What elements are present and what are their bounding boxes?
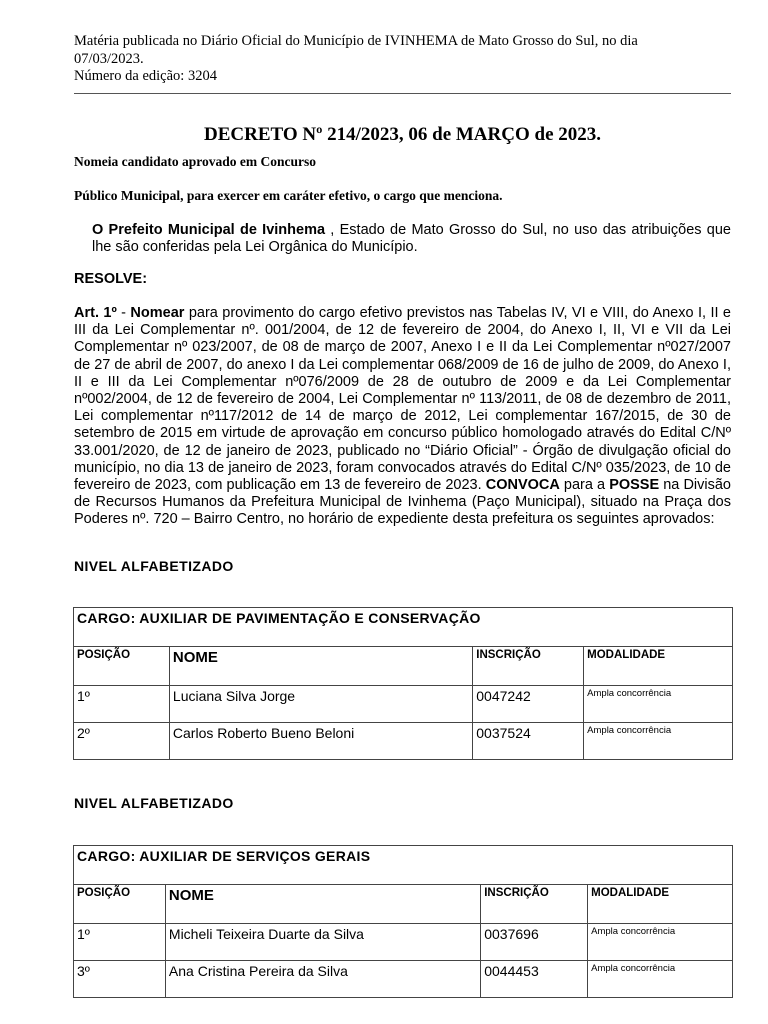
candidates-table	[73, 607, 733, 760]
decree-summary-line1: Nomeia candidato aprovado em Concurso	[74, 154, 317, 169]
cell-name: Luciana Silva Jorge	[169, 686, 472, 723]
header-modality: MODALIDADE	[588, 885, 733, 924]
cell-position: 1º	[74, 686, 170, 723]
article-convoca: CONVOCA	[485, 477, 560, 494]
header-divider	[74, 93, 731, 94]
article-posse: POSSE	[609, 477, 660, 494]
article-paragraph	[74, 305, 731, 529]
section-level-heading: NIVEL ALFABETIZADO	[74, 558, 234, 574]
article-text-main: para provimento do cargo efetivo previstos nas Tabelas IV, VI e VIII, do Anexo I, II e III da Lei Complementar nº. 001/2004, de 12 de fevereiro de 2004, do Anexo I, II, VI e VII da Lei Complementar nº 023/2007, de 08 de março de 2007, Anexo I e II da Lei Complementar nº027/2007 de 27 de abril de 2007, do anexo I da Lei complementar 068/2009 de 16 de julho de 2009, do Anexo I, II e III da Lei Complementar nº076/2009 de 28 de outubro de 2009 e da Lei Complementar nº002/2004, de 12 de fevereiro de 2004, Lei Complementar nº 113/2011, de 08 de dezembro de 2011, Lei complementar nº117/2012 de 14 de março de 2012, Lei complementar 167/2015, de 30 de setembro de 2015 em virtude de aprovação em concurso público homologado através do Edital C/Nº 33.001/2020, de 12 de janeiro de 2023, publicado no “Diário Oficial” - Órgão de divulgação oficial do município, no dia 13 de janeiro de 2023, foram convocados através do Edital C/Nº 035/2023, de 10 de fevereiro de 2023, com publicação em 13 de fevereiro de 2023.	[74, 305, 731, 494]
header-line-publication: Matéria publicada no Diário Oficial do Município de IVINHEMA de Mato Grosso do Sul, no dia	[74, 33, 638, 49]
cell-registration: 0037524	[473, 723, 584, 760]
intro-paragraph	[92, 222, 731, 256]
cell-position: 1º	[74, 924, 166, 961]
table-row	[74, 961, 733, 998]
cell-modality: Ampla concorrência	[588, 924, 733, 961]
article-verb: Nomear	[130, 305, 185, 321]
cell-modality: Ampla concorrência	[584, 723, 733, 760]
publication-header	[74, 33, 734, 86]
header-modality: MODALIDADE	[584, 647, 733, 686]
table-cargo-title: CARGO: AUXILIAR DE PAVIMENTAÇÃO E CONSERVAÇÃO	[74, 608, 733, 647]
article-text-end: na Divisão de Recursos Humanos da Prefeitura Municipal de Ivinhema (Paço Municipal), situado na Praça dos Poderes nº. 720 – Bairro Centro, no horário de expediente desta prefeitura os seguintes aprovados:	[74, 477, 731, 528]
header-line-date: 07/03/2023.	[74, 50, 144, 67]
article-separator: -	[116, 305, 131, 321]
cell-position: 2º	[74, 723, 170, 760]
header-line-edition: Número da edição: 3204	[74, 68, 217, 84]
decree-summary-line2: Público Municipal, para exercer em caráter efetivo, o cargo que menciona.	[74, 188, 503, 203]
table-row	[74, 924, 733, 961]
cell-registration: 0037696	[481, 924, 588, 961]
header-name: NOME	[169, 647, 472, 686]
decree-title: DECRETO Nº 214/2023, 06 de MARÇO de 2023.	[203, 124, 601, 145]
table-row	[74, 686, 733, 723]
cell-registration: 0047242	[473, 686, 584, 723]
table-cargo-title: CARGO: AUXILIAR DE SERVIÇOS GERAIS	[74, 846, 733, 885]
table-row	[74, 723, 733, 760]
cell-position: 3º	[74, 961, 166, 998]
cell-name: Ana Cristina Pereira da Silva	[165, 961, 480, 998]
header-registration: INSCRIÇÃO	[473, 647, 584, 686]
resolve-heading: RESOLVE:	[74, 271, 148, 287]
section-level-heading: NIVEL ALFABETIZADO	[74, 795, 234, 811]
intro-text: , Estado de Mato Grosso do Sul, no uso das atribuições que lhe são conferidas pela Lei Orgânica do Município.	[92, 222, 731, 255]
header-position: POSIÇÃO	[74, 885, 166, 924]
article-text-connector: para a	[559, 477, 610, 494]
cell-name: Micheli Teixeira Duarte da Silva	[165, 924, 480, 961]
intro-authority: O Prefeito Municipal de Ivinhema	[92, 222, 326, 238]
header-position: POSIÇÃO	[74, 647, 170, 686]
cell-name: Carlos Roberto Bueno Beloni	[169, 723, 472, 760]
header-registration: INSCRIÇÃO	[481, 885, 588, 924]
article-label: Art. 1º	[74, 305, 117, 321]
table-header-row	[74, 647, 733, 686]
cell-modality: Ampla concorrência	[588, 961, 733, 998]
candidates-table	[73, 845, 733, 998]
table-header-row	[74, 885, 733, 924]
cell-registration: 0044453	[481, 961, 588, 998]
cell-modality: Ampla concorrência	[584, 686, 733, 723]
header-name: NOME	[165, 885, 480, 924]
